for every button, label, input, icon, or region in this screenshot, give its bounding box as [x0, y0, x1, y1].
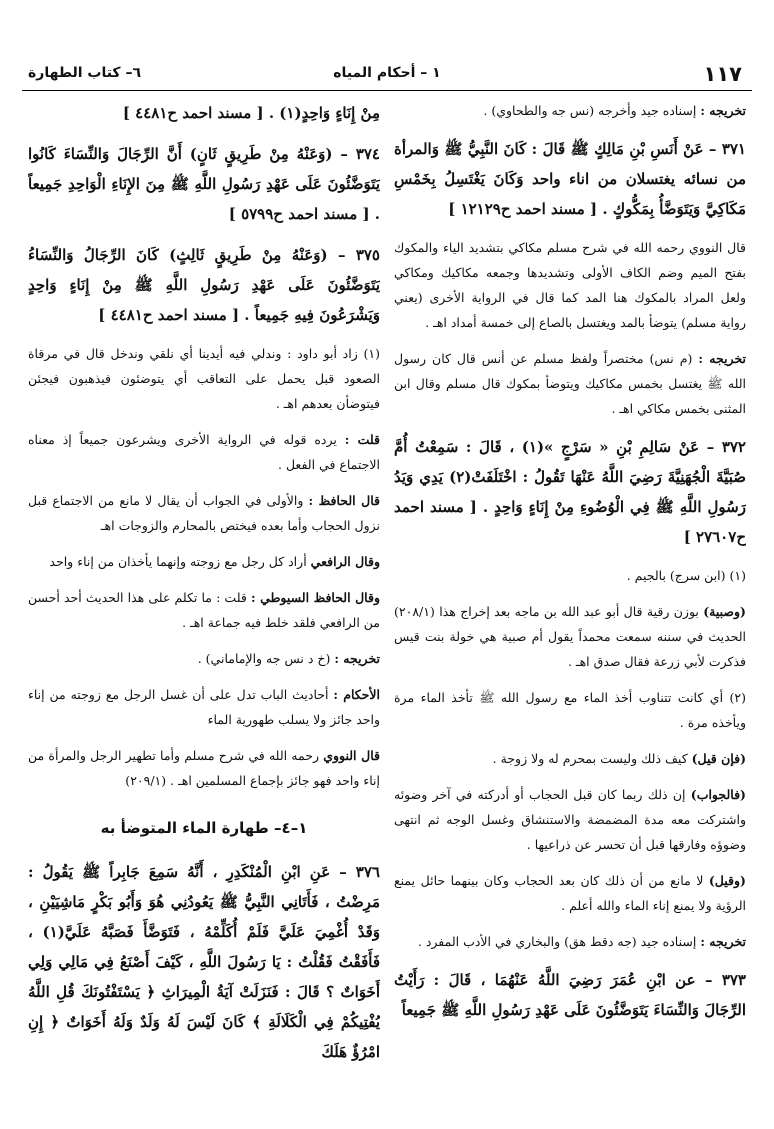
commentary-paragraph — [28, 682, 380, 732]
note-label: تخريجه : — [700, 103, 746, 118]
paragraph-text: إن ذلك ربما كان قبل الحجاب أو أدركته في آخر وضوئه واشتركت معه مدة المضمضة والاستنشاق وغسل الوجه ثم انتهى وضوؤه وفارقها قبل أن تحسر عن ذراعيها . — [394, 787, 746, 852]
paragraph-text: (١) زاد أبو داود : وندلي فيه أيدينا أي نلقي وندخل قال في مرقاة الصعود قبل يحمل على التعاقب أي يتوضئون فيذهبون فيجئن فيتوضأن بعدهم اهـ . — [28, 346, 380, 411]
note-label: (وقيل) — [708, 873, 746, 888]
left-column — [28, 98, 380, 1118]
hadith-number: ٣٧٦ – — [339, 863, 380, 881]
note-label: قال النووي — [323, 748, 380, 763]
hadith-paragraph — [394, 965, 746, 1025]
paragraph-text: قلت : ما تكلم على هذا الحديث أحد أحسن من الرافعي فلقد خلط فيه جماعة اهـ . — [28, 590, 380, 630]
paragraph-text: (٢) أي كانت تتناوب أخذ الماء مع رسول الله ﷺ تأخذ الماء مرة ويأخذه مرة . — [394, 690, 746, 730]
commentary-paragraph — [394, 599, 746, 674]
paragraph-text: (خ د نس جه والإماماني) . — [197, 651, 331, 666]
paragraph-text: (وَعَنْهُ مِنْ طَرِيقٍ ثَالِثٍ) كَانَ الرِّجَالُ وَالنِّسَاءُ يَتَوَضَّئُونَ عَلَى عَهْدِ رَسُولِ اللَّهِ ﷺ مِنْ إِنَاءٍ وَاحِدٍ وَيَشْرَعُونَ فِيهِ جَمِيعاً . [ مسند احمد ح٤٤٨١ ] — [28, 246, 380, 324]
hadith-paragraph — [394, 134, 746, 224]
paragraph-text: (م نس) مختصراً ولفظ مسلم عن أنس قال كان رسول الله ﷺ يغتسل بخمس مكاكيك ويتوضأ بمكوك قال مسلم وقال ابن المثنى بخمس مكاكي اهـ . — [394, 351, 746, 416]
paragraph-text: قال النووي رحمه الله في شرح مسلم مكاكي بتشديد الياء والمكوك بفتح الميم وضم الكاف الأولى وتشديدها وجمعه مكاكيك ومكاكي ولعل المراد بالمكوك هنا المد كما قال في الرواية الأخرى (يعني رواية مسلم) يتوضأ بالمد ويغتسل بالصاع إلى خمسة أمداد اهـ . — [394, 240, 746, 330]
hadith-paragraph — [28, 857, 380, 1067]
paragraph-text: والأولى في الجواب أن يقال لا مانع من الاجتماع قبل نزول الحجاب وأما بعده فيختص بالمحارم والزوجات اهـ — [28, 493, 380, 533]
commentary-paragraph — [394, 563, 746, 588]
commentary-paragraph — [28, 743, 380, 793]
note-label: وقال الرافعي — [310, 554, 380, 569]
paragraph-text: عَنْ أَنَسِ بْنِ مَالِكٍ ﷺ قَالَ : كَانَ النَّبِيُّ ﷺ وَالمرأة من نسائه يغتسلان من اناء واحد وَكَانَ يَغْتَسِلُ بِخَمْسِ مَكَاكِيَّ وَيَتَوَضَّأُ بِمَكُّوكٍ . [ مسند احمد ح١٢١٢٩ ] — [394, 140, 746, 218]
hadith-paragraph — [28, 98, 380, 128]
hadith-paragraph — [28, 139, 380, 229]
commentary-paragraph — [394, 98, 746, 123]
commentary-paragraph — [28, 488, 380, 538]
hadith-paragraph — [394, 432, 746, 552]
paragraph-text: أراد كل رجل مع زوجته وإنهما يأخذان من إناء واحد — [49, 554, 307, 569]
commentary-paragraph — [28, 427, 380, 477]
note-label: تخريجه : — [698, 351, 746, 366]
note-label: وقال الحافظ السيوطي : — [250, 590, 380, 605]
paragraph-text: عَنِ ابْنِ الْمُنْكَدِرِ ، أَنَّهُ سَمِعَ جَابِراً ﷺ يَقُولُ : مَرِضْتُ ، فَأَتَانِي النَّبِيُّ ﷺ يَعُودُنِي هُوَ وَأَبُو بَكْرٍ مَاشِيَيْنِ ، وَقَدْ أُغْمِيَ عَلَيَّ فَلَمْ أُكَلِّمْهُ ، فَتَوَضَّأَ فَصَبَّهُ عَلَيَّ(١) ، فَأَفَقْتُ فَقُلْتُ : يَا رَسُولَ اللَّهِ ، كَيْفَ أَصْنَعُ فِي مَالِي وَلِي أَخَوَاتٌ ؟ قَالَ : فَنَزَلَتْ آيَةُ الْمِيرَاثِ ﴿ يَسْتَفْتُونَكَ قُلِ اللَّهُ يُفْتِيكُمْ فِي الْكَلَالَةِ ﴾ كَانَ لَيْسَ لَهُ وَلَدٌ وَلَهُ أَخَوَاتٌ ﴿ إِنِ امْرُؤٌ هَلَكَ — [28, 863, 380, 1061]
hadith-number: ٣٧٤ – — [340, 145, 380, 163]
chapter-title: ١ – أحكام المياه — [333, 65, 441, 81]
commentary-paragraph — [28, 341, 380, 416]
page-number: ١١٧ — [703, 62, 742, 86]
paragraph-text: عَنْ سَالِمِ بْنِ « سَرْجٍ »(١) ، قَالَ : سَمِعْتُ أُمَّ صُبَيَّةَ الْجُهَنِيَّةَ رَضِيَ اللَّهُ عَنْهَا تَقُولُ : اخْتَلَفَتْ(٢) يَدِي وَيَدُ رَسُولِ اللَّهِ ﷺ فِي الْوُضُوءِ مِنْ إِنَاءٍ وَاحِدٍ . [ مسند احمد ح٢٧٦٠٧ ] — [394, 438, 746, 546]
note-label: الأحكام : — [333, 687, 380, 702]
commentary-paragraph — [394, 235, 746, 335]
paragraph-text: بوزن رقية قال أبو عبد الله بن ماجه بعد إخراج هذا (٢٠٨/١) الحديث في سننه سمعت محمداً يقول أم صبية هي خولة بنت قيس فذكرت لأبي زرعة فقال صدق اهـ . — [394, 604, 746, 669]
note-label: (وصبية) — [703, 604, 746, 619]
section-heading: ١–٤– طهارة الماء المتوضأ به — [100, 819, 308, 837]
note-label: تخريجه : — [334, 651, 380, 666]
commentary-paragraph — [28, 585, 380, 635]
commentary-paragraph — [394, 746, 746, 771]
note-label: قال الحافظ : — [308, 493, 380, 508]
commentary-paragraph — [394, 346, 746, 421]
note-label: (فالجواب) — [690, 787, 746, 802]
paragraph-text: لا مانع من أن ذلك كان بعد الحجاب وكان بينهما حائل يمنع الرؤية ولا يمنع إناء الماء والله أعلم . — [394, 873, 746, 913]
commentary-paragraph — [28, 646, 380, 671]
paragraph-text: إسناده جيد وأخرجه (نس جه والطحاوي) . — [483, 103, 697, 118]
paragraph-text: رحمه الله في شرح مسلم وأما تطهير الرجل والمرأة من إناء واحد فهو جائز بإجماع المسلمين اهـ . (٢٠٩/١) — [28, 748, 380, 788]
commentary-paragraph — [394, 685, 746, 735]
header-rule — [22, 90, 752, 91]
note-label: (فإن قيل) — [691, 751, 746, 766]
note-label: تخريجه : — [700, 934, 746, 949]
commentary-paragraph — [394, 929, 746, 954]
paragraph-text: أحاديث الباب تدل على أن غسل الرجل مع زوجته من إناء واحد جائز ولا يسلب طهورية الماء — [28, 687, 380, 727]
commentary-paragraph — [394, 782, 746, 857]
page-header — [22, 52, 752, 88]
book-title: ٦– كتاب الطهارة — [28, 65, 141, 81]
paragraph-text: (١) (ابن سرج) بالجيم . — [626, 568, 746, 583]
note-label: قلت : — [344, 432, 380, 447]
hadith-number: ٣٧٢ – — [706, 438, 746, 456]
hadith-number: ٣٧١ – — [708, 140, 746, 158]
paragraph-text: مِنْ إِنَاءٍ وَاحِدٍ(١) . [ مسند احمد ح٤٤٨١ ] — [122, 104, 380, 122]
commentary-paragraph — [394, 868, 746, 918]
paragraph-text: يرده قوله في الرواية الأخرى ويشرعون جميعاً إذ معناه الاجتماع في الفعل . — [28, 432, 380, 472]
paragraph-text: إسناده جيد (جه دقط هق) والبخاري في الأدب المفرد . — [417, 934, 697, 949]
right-column — [394, 98, 746, 1118]
hadith-number: ٣٧٥ – — [337, 246, 380, 264]
paragraph-text: (وَعَنْهُ مِنْ طَرِيقٍ ثَانٍ) أَنَّ الرِّجَالَ وَالنِّسَاءَ كَانُوا يَتَوَضَّئُونَ عَلَى عَهْدِ رَسُولِ اللَّهِ ﷺ مِنَ الإِنَاءِ الْوَاحِدِ جَمِيعاً . [ مسند احمد ح٥٧٩٩ ] — [28, 145, 380, 223]
hadith-paragraph — [28, 240, 380, 330]
paragraph-text: عن ابْنِ عُمَرَ رَضِيَ اللَّهُ عَنْهُمَا ، قَالَ : رَأَيْتُ الرِّجَالَ وَالنِّسَاءَ يَتَوَضَّئُونَ عَلَى عَهْدِ رَسُولِ اللَّهِ ﷺ جَمِيعاً — [394, 971, 746, 1019]
commentary-paragraph — [28, 549, 380, 574]
paragraph-text: كيف ذلك وليست بمحرم له ولا زوجة . — [492, 751, 688, 766]
hadith-number: ٣٧٣ – — [704, 971, 746, 989]
